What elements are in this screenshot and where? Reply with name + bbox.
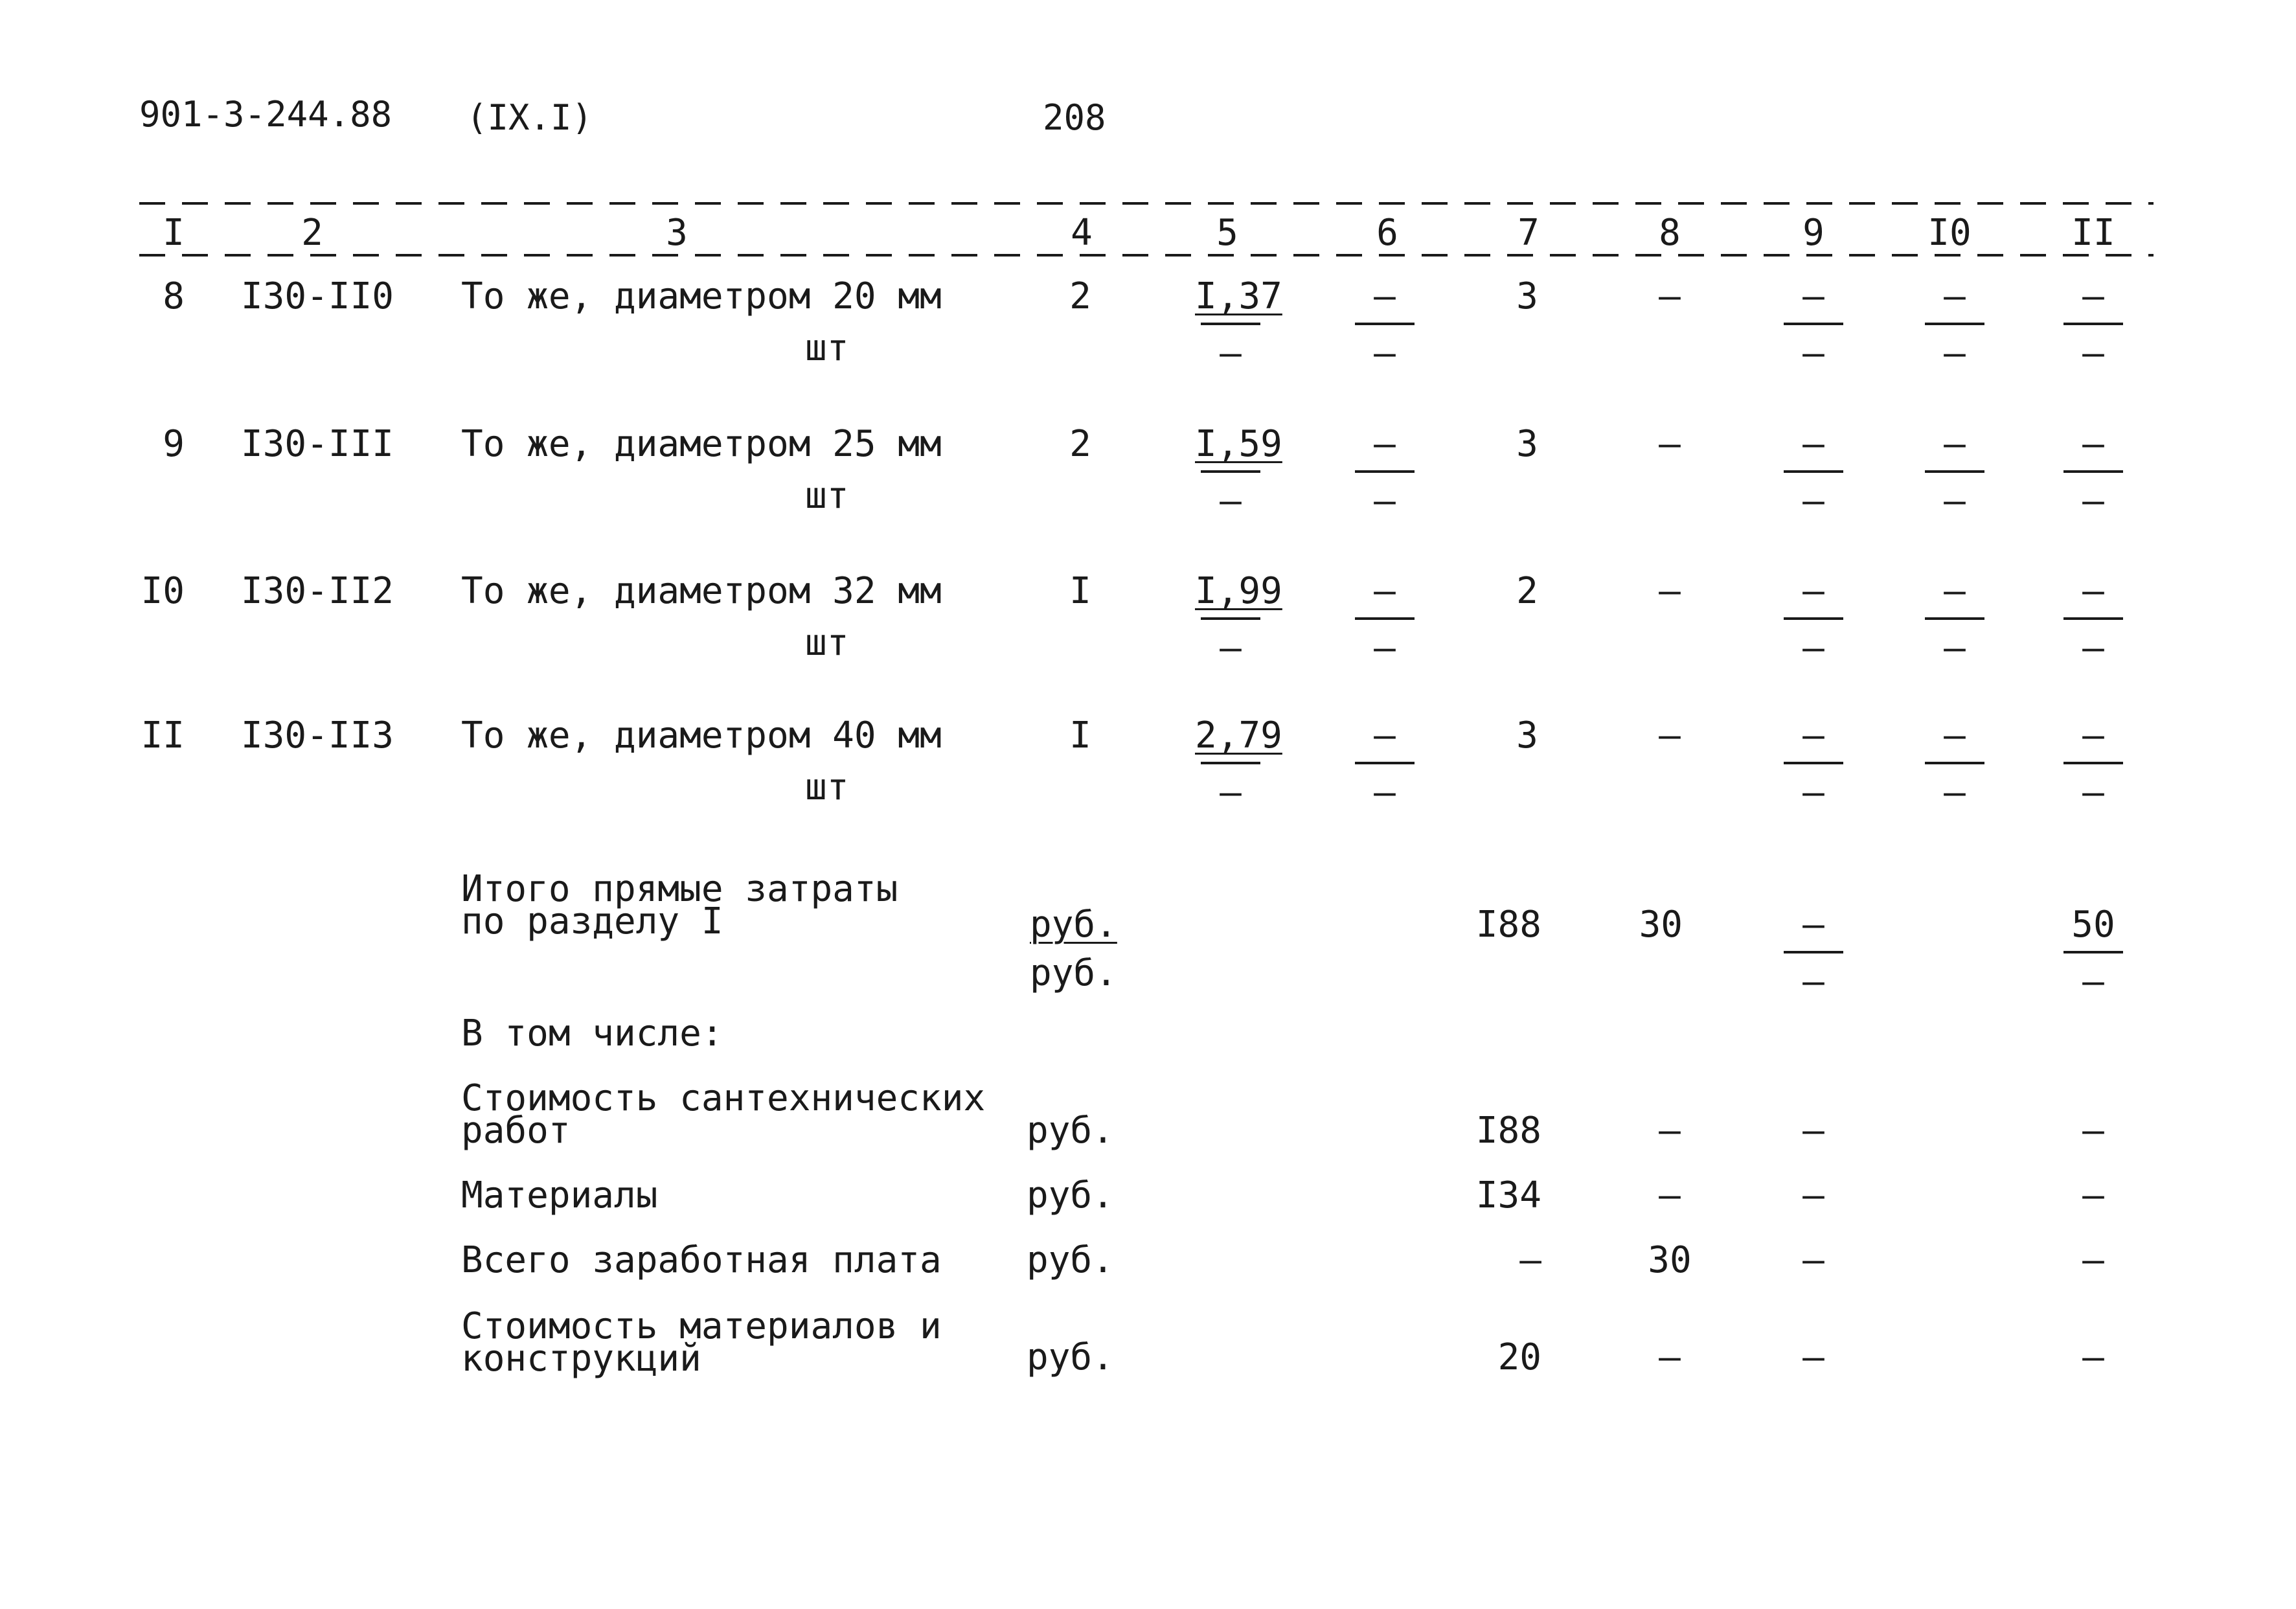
breakdown-col7: I34 [1475,1174,1541,1216]
row-col11-fraction [2058,275,2129,374]
row-code: I30-III [241,423,394,465]
breakdown-col7: I88 [1475,1110,1541,1152]
row-col11-fraction-top: – [2082,714,2104,757]
row-col10-fraction [1919,714,1990,814]
fraction-bar [1784,951,1843,953]
col-header-6: 6 [1376,212,1398,254]
row-col8: – [1659,714,1681,757]
breakdown-label-line2: конструкций [461,1338,701,1380]
row-col10-fraction [1919,423,1990,522]
row-quantity: 2 [1069,423,1091,465]
including-label: В том числе: [461,1012,723,1055]
row-col11-fraction-bottom: – [2082,627,2104,669]
row-col10-fraction-top: – [1944,714,1966,757]
row-col10-fraction [1919,275,1990,374]
fraction-bar [1925,762,1984,764]
row-col9-fraction [1778,423,1849,522]
breakdown-col8: – [1659,1110,1681,1152]
row-price-fraction [1195,423,1282,522]
row-col9-fraction-top: – [1802,275,1824,317]
fraction-bar [1925,323,1984,325]
row-col7: 3 [1516,714,1538,757]
totals-col7: I88 [1475,904,1541,946]
row-col9-fraction-top: – [1802,570,1824,612]
row-code: I30-II3 [241,714,394,757]
row-col9-fraction [1778,570,1849,669]
row-col6-fraction-bottom: – [1374,627,1396,669]
breakdown-col11: – [2082,1239,2104,1281]
row-quantity: I [1069,714,1091,757]
row-code: I30-II2 [241,570,394,612]
row-price-fraction-bottom: – [1220,480,1242,522]
row-col11-fraction [2058,714,2129,814]
row-price-fraction-bottom: – [1220,332,1242,374]
breakdown-col8: – [1659,1336,1681,1378]
totals-col9-fraction [1778,904,1849,1003]
breakdown-col8: – [1659,1174,1681,1216]
row-col6-fraction-bottom: – [1374,771,1396,814]
fraction-bar [2063,617,2123,620]
row-number: II [141,714,185,757]
document-code: 901-3-244.88 [139,94,392,135]
row-col10-fraction [1919,570,1990,669]
row-col10-fraction-bottom: – [1944,332,1966,374]
row-col7: 2 [1516,570,1538,612]
row-col11-fraction-bottom: – [2082,332,2104,374]
row-col7: 3 [1516,275,1538,317]
fraction-bar [1201,762,1260,764]
row-col9-fraction-top: – [1802,714,1824,757]
fraction-bar [1355,323,1415,325]
row-price-fraction [1195,275,1282,374]
breakdown-col9: – [1802,1336,1824,1378]
page-number: 208 [1043,97,1106,138]
fraction-bar [1784,762,1843,764]
row-description: То же, диаметром 32 мм [461,570,942,612]
row-price-fraction-top: 2,79 [1195,714,1282,757]
fraction-bar [1201,617,1260,620]
fraction-bar [1784,617,1843,620]
row-col8: – [1659,275,1681,317]
row-unit: шт [805,622,849,664]
breakdown-col8: 30 [1648,1239,1692,1281]
breakdown-label-line2: работ [461,1110,571,1152]
fraction-bar [1925,617,1984,620]
breakdown-col7: – [1519,1239,1541,1281]
fraction-bar [1355,762,1415,764]
row-col10-fraction-bottom: – [1944,627,1966,669]
row-col7: 3 [1516,423,1538,465]
col-header-9: 9 [1802,212,1824,254]
row-price-fraction [1195,714,1282,814]
row-price-fraction-bottom: – [1220,771,1242,814]
row-col8: – [1659,570,1681,612]
row-col10-fraction-top: – [1944,275,1966,317]
row-quantity: I [1069,570,1091,612]
row-col9-fraction-bottom: – [1802,771,1824,814]
row-col6-fraction [1349,423,1420,522]
fraction-bar [1355,617,1415,620]
fraction-bar [1355,470,1415,473]
breakdown-unit: руб. [1027,1336,1114,1378]
section-label: (IX.I) [466,97,593,138]
totals-label-line2: по разделу I [461,900,723,942]
col-header-4: 4 [1071,212,1093,254]
row-description: То же, диаметром 40 мм [461,714,942,757]
row-col6-fraction [1349,714,1420,814]
row-price-fraction-top: I,59 [1195,423,1282,465]
fraction-bar [1201,470,1260,473]
col-header-11: II [2071,212,2115,254]
row-col11-fraction-top: – [2082,423,2104,465]
row-col10-fraction-top: – [1944,570,1966,612]
breakdown-col11: – [2082,1336,2104,1378]
col-header-2: 2 [301,212,323,254]
breakdown-col11: – [2082,1110,2104,1152]
row-col11-fraction-top: – [2082,275,2104,317]
header-top-rule [139,202,2154,205]
totals-col8: 30 [1639,904,1683,946]
row-number: 8 [163,275,185,317]
row-col8: – [1659,423,1681,465]
breakdown-col9: – [1802,1174,1824,1216]
row-col9-fraction-top: – [1802,423,1824,465]
row-col6-fraction-top: – [1374,570,1396,612]
row-col6-fraction [1349,275,1420,374]
breakdown-unit: руб. [1027,1174,1114,1216]
row-col9-fraction-bottom: – [1802,332,1824,374]
breakdown-col7: 20 [1497,1336,1541,1378]
row-col6-fraction-bottom: – [1374,480,1396,522]
totals-col11-bottom: – [2082,961,2104,1003]
fraction-bar [1784,323,1843,325]
row-price-fraction-top: I,37 [1195,275,1282,317]
totals-col9-bottom: – [1802,961,1824,1003]
row-col11-fraction [2058,423,2129,522]
row-price-fraction-top: I,99 [1195,570,1282,612]
totals-col11-fraction [2058,904,2129,1003]
fraction-bar [2063,323,2123,325]
header-bottom-rule [139,254,2154,257]
row-col6-fraction-top: – [1374,714,1396,757]
totals-unit-bottom: руб. [1030,952,1117,994]
breakdown-label-line1: Стоимость материалов и [461,1305,942,1347]
row-col11-fraction-bottom: – [2082,480,2104,522]
totals-unit-top: руб. [1030,904,1117,946]
breakdown-label-line1: Всего заработная плата [461,1239,942,1281]
breakdown-col11: – [2082,1174,2104,1216]
breakdown-unit: руб. [1027,1110,1114,1152]
col-header-10: I0 [1927,212,1972,254]
col-header-8: 8 [1659,212,1681,254]
row-price-fraction [1195,570,1282,669]
row-number: 9 [163,423,185,465]
fraction-bar [2063,470,2123,473]
row-col11-fraction-bottom: – [2082,771,2104,814]
row-code: I30-II0 [241,275,394,317]
fraction-bar [1925,470,1984,473]
fraction-bar [1784,470,1843,473]
row-col6-fraction-top: – [1374,275,1396,317]
totals-col11-top: 50 [2071,904,2115,946]
row-col9-fraction-bottom: – [1802,480,1824,522]
row-col10-fraction-top: – [1944,423,1966,465]
row-col9-fraction [1778,714,1849,814]
row-col10-fraction-bottom: – [1944,480,1966,522]
col-header-1: I [163,212,185,254]
fraction-bar [1201,323,1260,325]
row-unit: шт [805,766,849,808]
row-unit: шт [805,475,849,517]
totals-label-line1: Итого прямые затраты [461,868,898,910]
row-col11-fraction [2058,570,2129,669]
col-header-7: 7 [1517,212,1540,254]
row-col9-fraction [1778,275,1849,374]
row-col6-fraction-top: – [1374,423,1396,465]
row-col10-fraction-bottom: – [1944,771,1966,814]
row-price-fraction-bottom: – [1220,627,1242,669]
row-description: То же, диаметром 20 мм [461,275,942,317]
breakdown-label-line1: Стоимость сантехнических [461,1077,986,1119]
col-header-3: 3 [666,212,688,254]
breakdown-col9: – [1802,1239,1824,1281]
row-col11-fraction-top: – [2082,570,2104,612]
row-col6-fraction [1349,570,1420,669]
row-col9-fraction-bottom: – [1802,627,1824,669]
col-header-5: 5 [1216,212,1238,254]
fraction-bar [2063,762,2123,764]
breakdown-unit: руб. [1027,1239,1114,1281]
row-number: I0 [141,570,185,612]
breakdown-col9: – [1802,1110,1824,1152]
row-quantity: 2 [1069,275,1091,317]
row-unit: шт [805,327,849,369]
totals-col9-top: – [1802,904,1824,946]
fraction-bar [2063,951,2123,953]
breakdown-label-line1: Материалы [461,1174,658,1216]
row-col6-fraction-bottom: – [1374,332,1396,374]
row-description: То же, диаметром 25 мм [461,423,942,465]
